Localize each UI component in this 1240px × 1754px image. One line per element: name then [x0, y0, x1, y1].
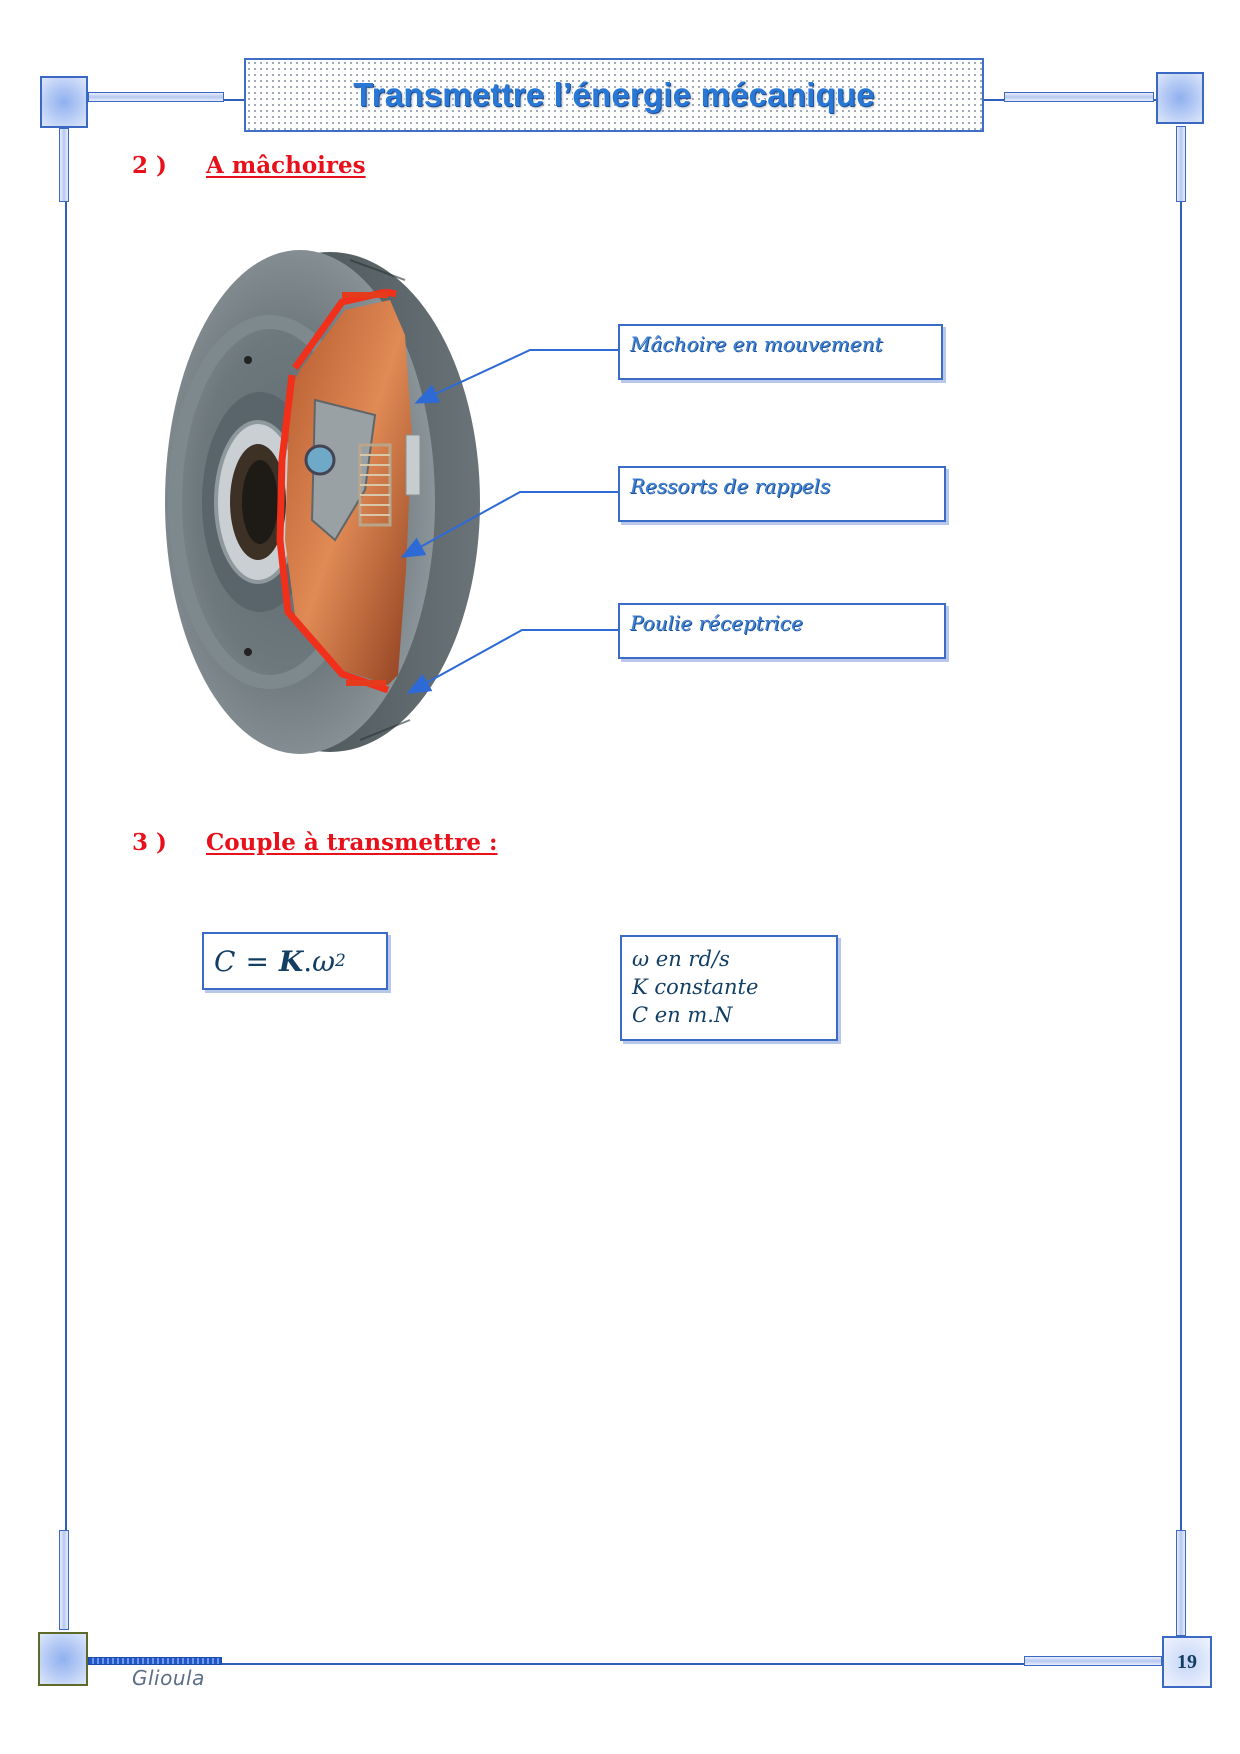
- formula-dot: .: [303, 944, 313, 978]
- leader-line-ressorts: [404, 492, 618, 556]
- section-number: 3 ): [132, 829, 167, 856]
- legend-line: K constante: [632, 975, 759, 999]
- formula-exponent: 2: [335, 951, 346, 971]
- author-signature: Glioula: [132, 1666, 205, 1690]
- section-title: Couple à transmettre :: [206, 829, 498, 856]
- formula-lhs: C: [214, 944, 236, 978]
- formula-equals: =: [245, 944, 269, 978]
- legend-line: C en m.N: [632, 1003, 733, 1027]
- legend-line: ω en rd/s: [632, 947, 730, 971]
- page-title: Transmettre l’énergie mécanique: [353, 76, 875, 113]
- leader-line-poulie: [410, 630, 618, 692]
- section-title: A mâchoires: [206, 152, 366, 179]
- formula-legend: [620, 935, 838, 1041]
- leader-line-machoire: [418, 350, 618, 402]
- callout-ressorts: Ressorts de rappels: [618, 466, 946, 522]
- formula-constant: K: [278, 944, 304, 978]
- section-number: 2 ): [132, 152, 167, 179]
- torque-formula: [202, 932, 388, 990]
- callout-poulie: Poulie réceptrice: [618, 603, 946, 659]
- formula-omega: ω: [312, 944, 335, 978]
- callout-machoire: Mâchoire en mouvement: [618, 324, 943, 380]
- page-number: 19: [1162, 1636, 1212, 1688]
